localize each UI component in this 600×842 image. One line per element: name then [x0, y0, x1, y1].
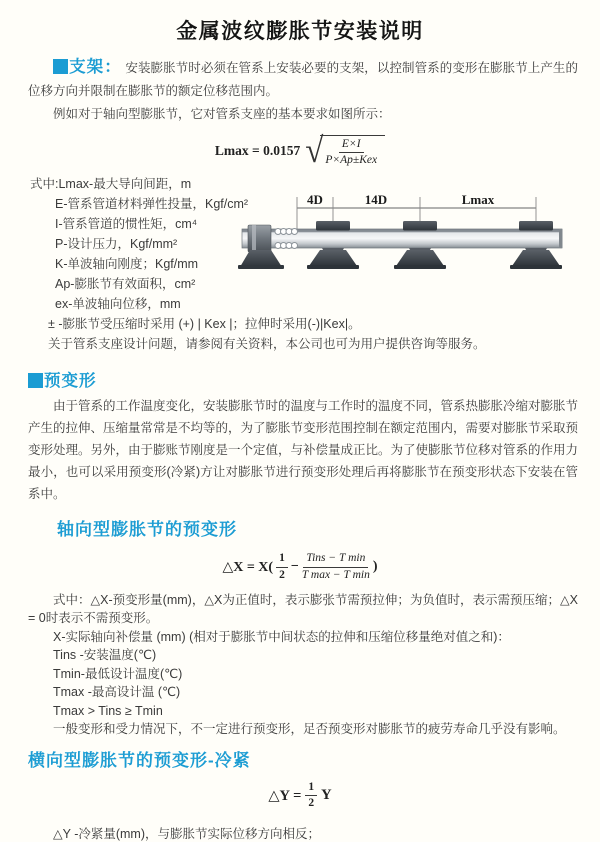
support-example-text: 例如对于轴向型膨胀节，它对管系支座的基本要求如图所示：	[53, 107, 391, 121]
axial-notes	[28, 591, 578, 739]
formula-rhs: Y	[321, 787, 332, 804]
lateral-note: △Y -冷紧量(mm)，与膨胀节实际位移方向相反；	[53, 827, 321, 842]
axial-subheading: 轴向型膨胀节的预变形	[57, 520, 237, 540]
section-label-predeform: 预变形	[44, 372, 97, 391]
axial-predeform-formula	[0, 552, 600, 581]
legend-item: K-单波轴向刚度；Kgf/mm	[55, 257, 199, 272]
legend-item: ex-单波轴向位移，mm	[55, 297, 181, 312]
page-title: 金属波纹膨胀节安装说明	[176, 20, 424, 43]
formula-lhs: △Y =	[268, 787, 302, 804]
fraction-numerator: Tins − T min	[303, 552, 368, 567]
minus-sign: −	[290, 559, 299, 575]
legend-lead: 式中:Lmax-最大导向间距，m	[30, 177, 192, 192]
section-marker-icon	[28, 373, 43, 388]
note-line: Tmax > Tins ≥ Tmin	[53, 703, 163, 718]
legend-item: I-管系管道的惯性矩，cm⁴	[55, 217, 198, 232]
support-intro-text: 安装膨胀节时必须在管系上安装必要的支架，以控制管系的变形在膨胀节上产生的位移方向并限制在膨胀节的额定位移范围内。	[28, 61, 579, 98]
note-line: Tins -安装温度(℃)	[53, 648, 157, 663]
dim-label-4d: 4D	[307, 192, 323, 207]
dim-label-14d: 14D	[364, 192, 388, 207]
lateral-predeform-formula	[0, 781, 600, 810]
note-line: X-实际轴向补偿量 (mm) (相对于膨胀节中间状态的拉伸和压缩位移量绝对值之和)：	[53, 629, 510, 644]
legend-item: Ap-膨胀节有效面积，cm²	[55, 277, 196, 292]
legend-item: E-管系管道材料弹性投量，Kgf/cm²	[55, 197, 249, 212]
note-line: Tmax -最高设计温 (℃)	[53, 685, 181, 700]
fraction-numerator: 1	[276, 552, 288, 567]
predeform-paragraph: 由于管系的工作温度变化，安装膨胀节时的温度与工作时的温度不同，管系热膨胀冷缩对膨胀节产生的拉伸、压缩量常常是不均等的，为了膨胀节变形范围控制在额定范围内，需要对膨胀节采取预变形处理。另外，由于膨账节刚度是一个定值，与补偿量成正比。为了使膨胀节位移对管系的作用力最小，也可以采用预变形(冷紧)方让对膨胀节进行预变形处理后再将膨胀节在预变形状态下安装在管系中。	[28, 399, 579, 502]
formula-rhs: )	[372, 559, 378, 575]
formula-lhs: Lmax = 0.0157	[214, 143, 301, 159]
support-paragraph	[28, 56, 578, 103]
fraction-denominator: 2	[308, 797, 315, 810]
note-line: 一般变形和受力情况下，不一定进行预变形，足否预变形对膨胀节的疲劳寿命几乎没有影响。	[53, 722, 566, 737]
note-line: 式中：△X-预变形量(mm)，△X为正值时，表示膨张节需预拉伸；为负值时，表示需预压缩；△X = 0时表示不需预变形。	[28, 592, 578, 626]
dim-label-lmax: Lmax	[461, 192, 495, 207]
radical-sign: √	[305, 131, 324, 171]
section-label-support: 支架：	[69, 58, 122, 76]
section-marker-icon	[53, 59, 68, 74]
guide-spacing-formula	[0, 131, 600, 171]
lateral-subheading: 横向型膨胀节的预变形-冷紧	[28, 750, 251, 770]
section-heading-predeform	[28, 367, 600, 391]
fraction-denominator: T max − T min	[301, 568, 370, 581]
fraction-numerator: E×I	[339, 138, 364, 153]
pipe-support-diagram	[236, 186, 596, 278]
fraction-denominator: 2	[279, 568, 285, 581]
note-line: Tmin-最低设计温度(℃)	[53, 666, 183, 681]
fraction-denominator: P×Ap±Kex	[325, 154, 378, 167]
legend-item: P-设计压力，Kgf/mm²	[55, 237, 178, 252]
fraction-numerator: 1	[305, 781, 317, 796]
legend-plusminus-note: ± -膨胀节受压缩时采用 (+) | Kex |；拉伸时采用(-)|Kex|。	[48, 317, 361, 332]
legend-closing-note: 关于管系支座设计问题，请参阅有关资料，本公司也可为用户提供咨询等服务。	[48, 337, 486, 352]
formula-lhs: △X = X(	[222, 559, 274, 575]
